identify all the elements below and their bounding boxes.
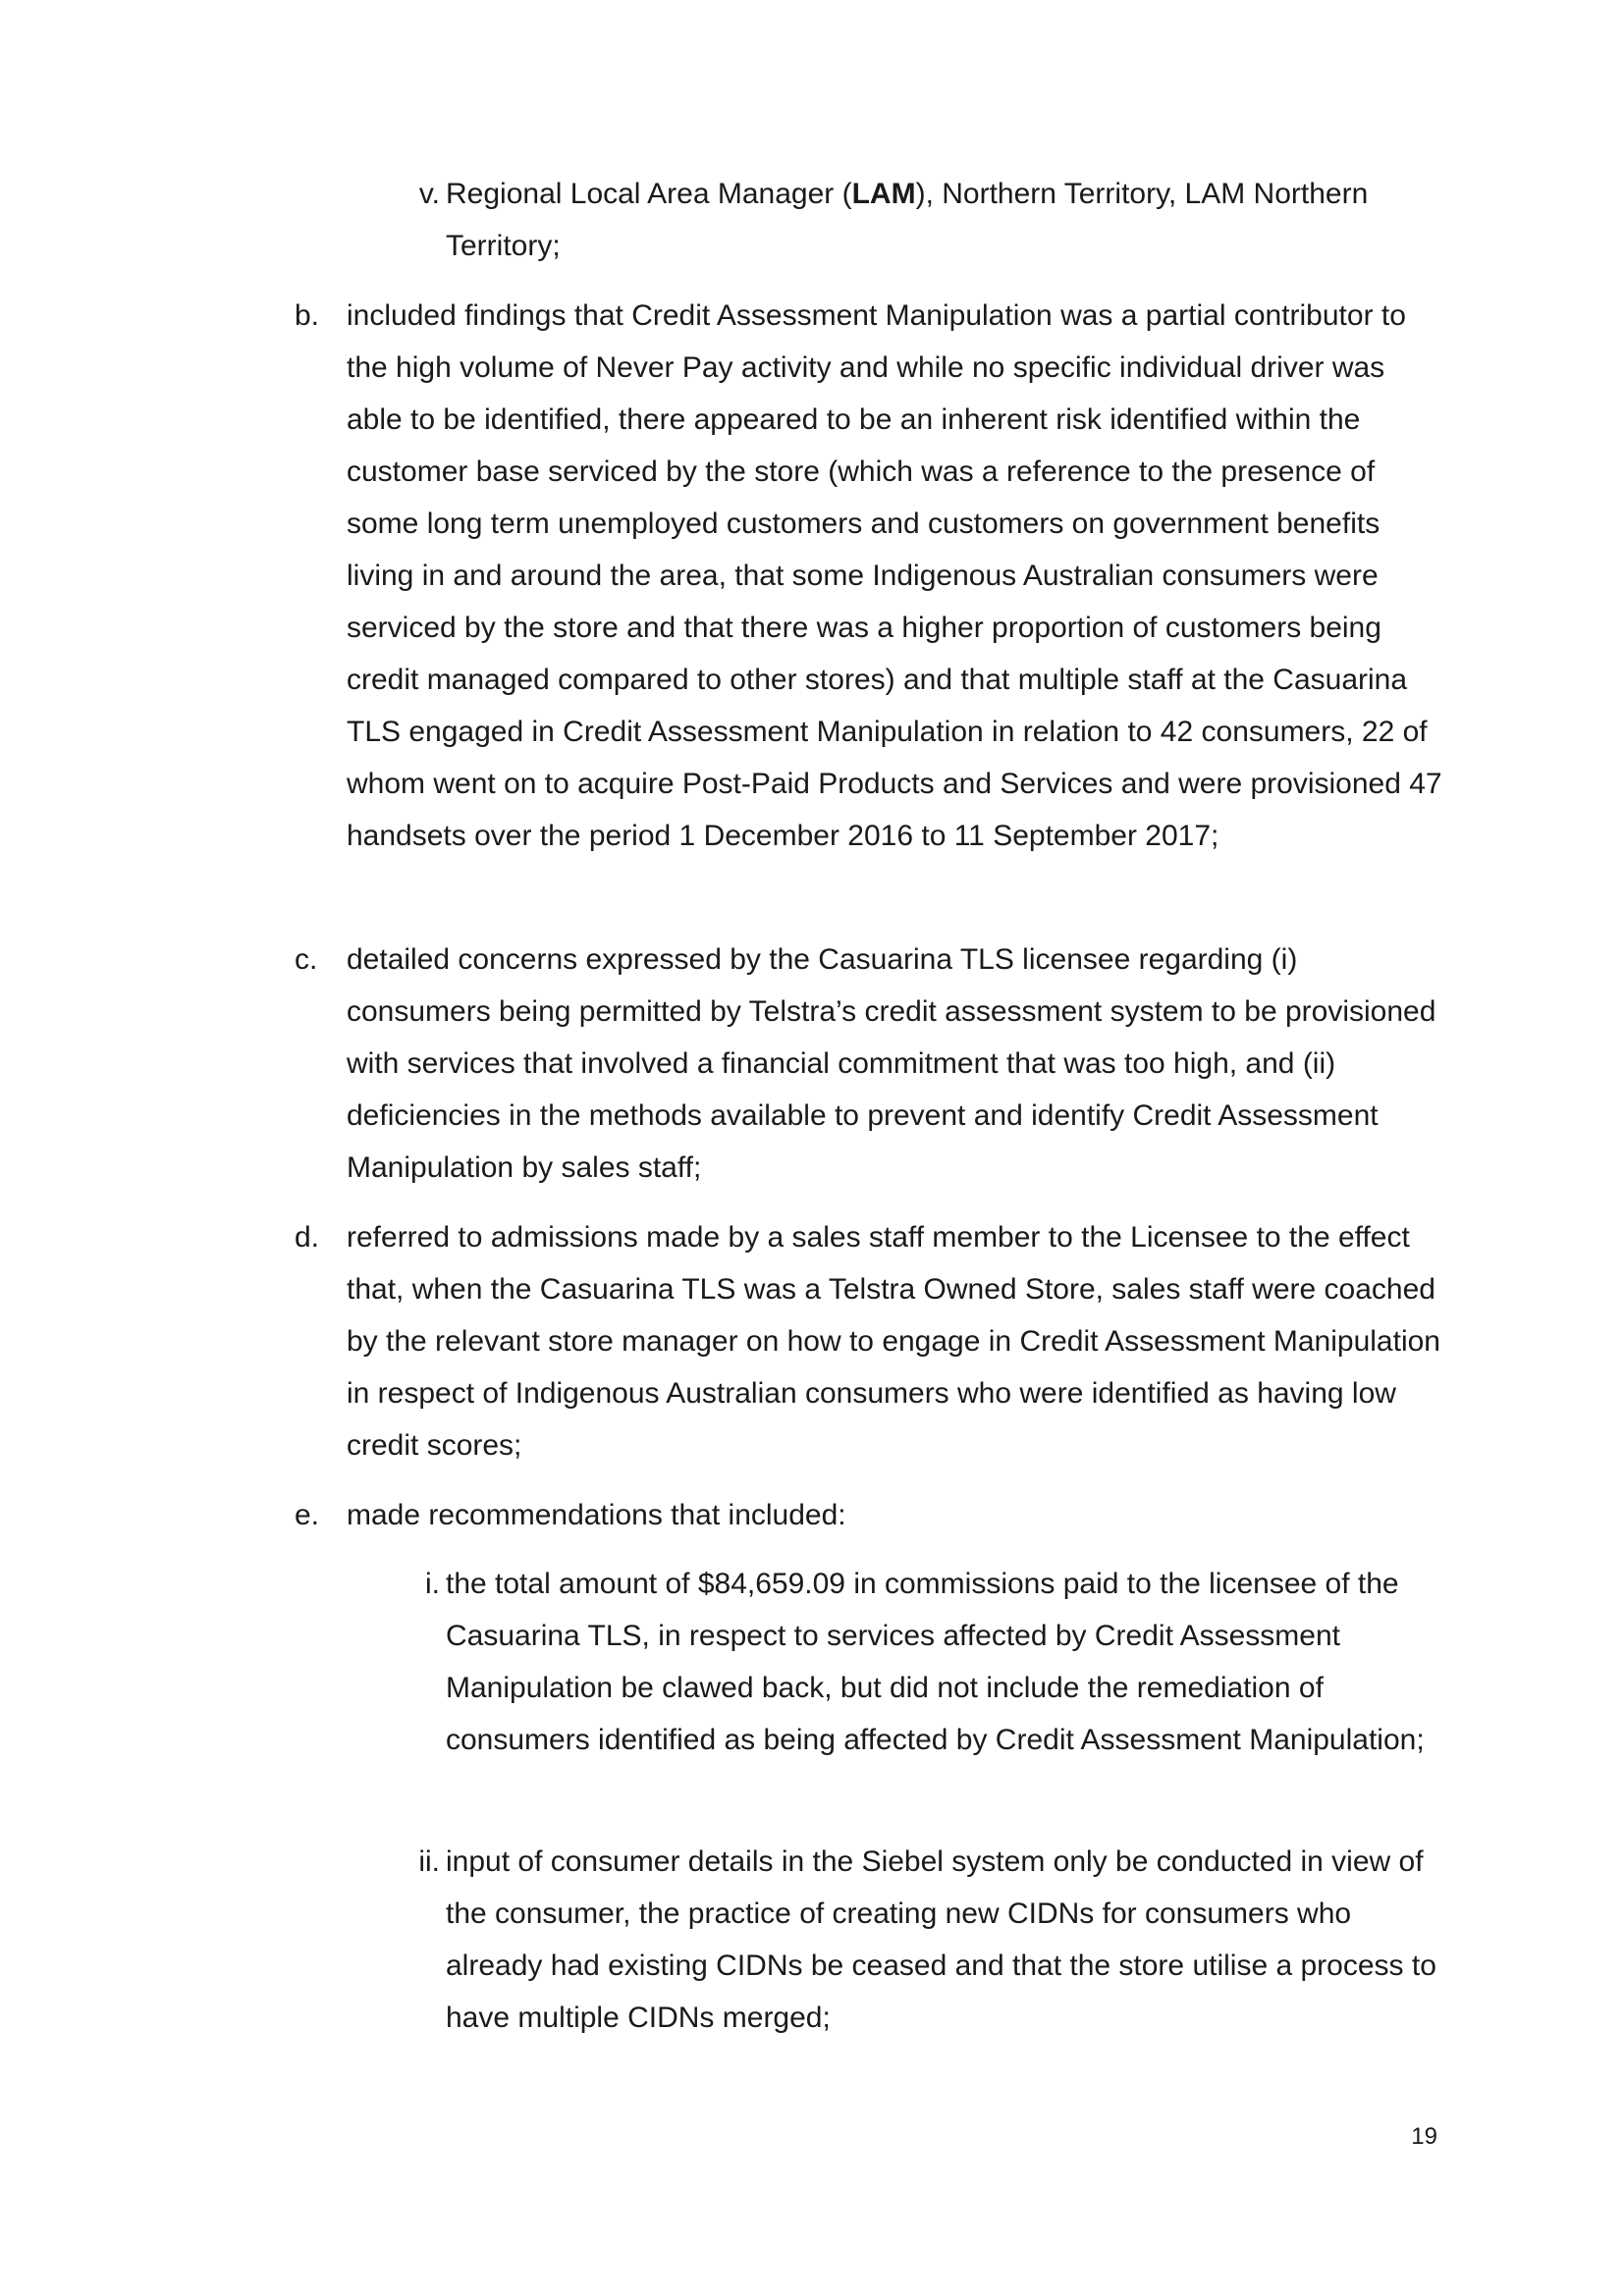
item-label: i. (425, 1568, 440, 1600)
item-label: e. (295, 1499, 320, 1531)
item-text: referred to admissions made by a sales staff member to the Licensee to the effect that, when the Casuarina TLS was a Telstra Owned Store, sales staff were coached by the relevant store manager on how to engage in Credit Assessment Manipulation in respect of Indigenous Australian consumers who were identified as having low credit scores; (347, 1221, 1440, 1462)
item-text (446, 168, 1437, 272)
item-text-part: Regional Local Area Manager ( (446, 178, 852, 210)
item-text: detailed concerns expressed by the Casuarina TLS licensee regarding (i) consumers being permitted by Telstra’s credit assessment system to be provisioned with services that involved a financial commitment that was too high, and (ii) deficiencies in the methods available to prevent and identify Credit Assessment Manipulation by sales staff; (347, 943, 1436, 1184)
bold-term: LAM (851, 178, 916, 210)
item-text: included findings that Credit Assessment Manipulation was a partial contributor to the high volume of Never Pay activity and while no specific individual driver was able to be identified, there appeared to be an inherent risk identified within the customer base serviced by the store (which was a reference to the presence of some long term unemployed customers and customers on government benefits living in and around the area, that some Indigenous Australian consumers were serviced by the store and that there was a higher proportion of customers being credit managed compared to other stores) and that multiple staff at the Casuarina TLS engaged in Credit Assessment Manipulation in relation to 42 consumers, 22 of whom went on to acquire Post-Paid Products and Services and were provisioned 47 handsets over the period 1 December 2016 to 11 September 2017; (347, 299, 1442, 852)
page-number: 19 (1411, 2123, 1437, 2150)
item-text: made recommendations that included: (347, 1499, 846, 1531)
item-label: ii. (418, 1845, 440, 1878)
item-text: the total amount of $84,659.09 in commissions paid to the licensee of the Casuarina TLS, in respect to services affected by Credit Assessment Manipulation be clawed back, but did not include the remediation of consumers identified as being affected by Credit Assessment Manipulation; (446, 1568, 1425, 1756)
item-text-part: ), Northern Territory, LAM Northern Territory; (446, 178, 1369, 262)
item-label: d. (295, 1221, 320, 1254)
item-label: c. (295, 943, 318, 976)
item-text: input of consumer details in the Siebel system only be conducted in view of the consumer, the practice of creating new CIDNs for consumers who already had existing CIDNs be ceased and that the store utilise a process to have multiple CIDNs merged; (446, 1845, 1436, 2034)
item-label: v. (418, 178, 440, 210)
item-label: b. (295, 299, 320, 332)
